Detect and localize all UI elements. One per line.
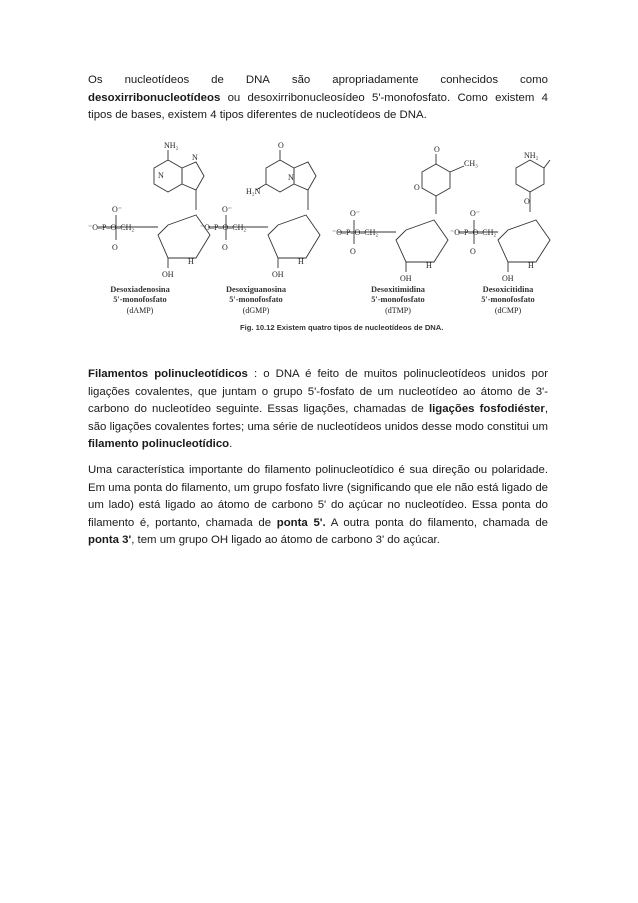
svg-text:OH: OH [502, 274, 514, 283]
text-run: Uma característica importante do filamento polinucleotídico é sua direção ou polaridade. Em uma ponta do filamento, um grupo fosfato livre (significando que ele não está ligado de um lado) está ligado ao átomo de carbono 5' do açúcar no nucleotídeo. Essa ponta do filamento é, portanto, chamada de [88, 464, 548, 529]
svg-text:H: H [298, 257, 304, 266]
molecule-abbr: (dTMP) [385, 306, 411, 315]
svg-text:O: O [414, 183, 420, 192]
svg-text:OH: OH [400, 274, 412, 283]
svg-text:OH: OH [162, 270, 174, 279]
figure-caption: Fig. 10.12 Existem quatro tipos de nucleotídeos de DNA. [240, 323, 444, 332]
bold-term: ponta 3' [88, 534, 132, 547]
molecule-subtitle: 5'-monofosfato [481, 295, 535, 304]
word: como [520, 74, 548, 86]
svg-text:H₂N: H₂N [246, 187, 261, 196]
molecule-abbr: (dAMP) [126, 306, 154, 315]
bold-term: ponta 5'. [276, 516, 326, 529]
svg-text:N: N [192, 153, 198, 162]
svg-text:H: H [528, 261, 534, 270]
svg-text:CH₃: CH₃ [464, 159, 478, 168]
molecule-name: Desoxicitidina [482, 285, 534, 294]
bold-term: filamento polinucleotídico [88, 438, 230, 451]
molecule-name: Desoxiguanosina [225, 285, 287, 294]
strands-paragraph [88, 366, 548, 454]
svg-text:NH₂: NH₂ [164, 141, 179, 150]
bold-term: ligações fosfodiéster [428, 403, 545, 416]
bold-term: Filamentos polinucleotídicos [88, 368, 248, 380]
svg-text:⁻O–P–O–CH₂: ⁻O–P–O–CH₂ [200, 223, 247, 232]
text-run: A outra ponta do filamento, chamada de [325, 516, 548, 529]
svg-text:O: O [112, 243, 118, 252]
svg-text:O: O [470, 247, 476, 256]
bold-term: desoxirribonucleotídeos [88, 91, 221, 104]
word: conhecidos [440, 74, 499, 86]
svg-text:O: O [222, 243, 228, 252]
svg-text:O: O [434, 145, 440, 154]
svg-text:H: H [426, 261, 432, 270]
molecule-name: Desoxiadenosina [110, 285, 170, 294]
svg-text:N: N [288, 173, 294, 182]
word: DNA [245, 74, 270, 86]
svg-text:O⁻: O⁻ [222, 205, 232, 214]
molecule-subtitle: 5'-monofosfato [371, 295, 425, 304]
svg-text:O: O [350, 247, 356, 256]
molecule-subtitle: 5'-monofosfato [113, 295, 167, 304]
svg-text:⁻O–P–O–CH₂: ⁻O–P–O–CH₂ [332, 228, 379, 237]
svg-text:O⁻: O⁻ [112, 205, 122, 214]
nucleotides-figure [88, 140, 552, 340]
svg-text:O: O [278, 141, 284, 150]
svg-text:H: H [188, 257, 194, 266]
text-run: : o DNA é feito de muitos polinucleotídeos unidos por ligações covalentes, que juntam o grupo 5'-fosfato de um nucleotídeo ao átomo de 3'-carbono do nucleotídeo seguinte. Essas ligações, chamadas de [88, 368, 548, 416]
svg-text:O⁻: O⁻ [470, 209, 480, 218]
svg-text:N: N [158, 171, 164, 180]
svg-text:O: O [524, 197, 530, 206]
text-run: . [229, 438, 233, 451]
svg-text:⁻O–P–O–CH₂: ⁻O–P–O–CH₂ [450, 228, 497, 237]
svg-text:OH: OH [272, 270, 284, 279]
text-run: ou desoxirribonucleosídeo 5'-monofosfato. Como existem 4 tipos de bases, existem 4 tipos diferentes de nucleotídeos de DNA. [88, 91, 548, 122]
word: Os [88, 74, 103, 86]
polarity-paragraph [88, 462, 548, 550]
molecule-abbr: (dCMP) [494, 306, 522, 315]
molecule-subtitle: 5'-monofosfato [229, 295, 283, 304]
text-run: , são ligações covalentes fortes; uma série de nucleotídeos unidos desse modo constitui um [88, 403, 548, 433]
text-run: , tem um grupo OH ligado ao átomo de carbono 3' do açúcar. [131, 534, 440, 547]
word: são [291, 74, 311, 86]
intro-paragraph [88, 72, 548, 125]
word: de [211, 74, 224, 86]
molecule-abbr: (dGMP) [242, 306, 270, 315]
svg-text:O⁻: O⁻ [350, 209, 360, 218]
svg-text:⁻O–P–O–CH₂: ⁻O–P–O–CH₂ [88, 223, 135, 232]
word: apropriadamente [332, 74, 419, 86]
molecule-name: Desoxitimidina [371, 285, 425, 294]
word: nucleotídeos [124, 74, 190, 86]
svg-text:NH₂: NH₂ [524, 151, 539, 160]
